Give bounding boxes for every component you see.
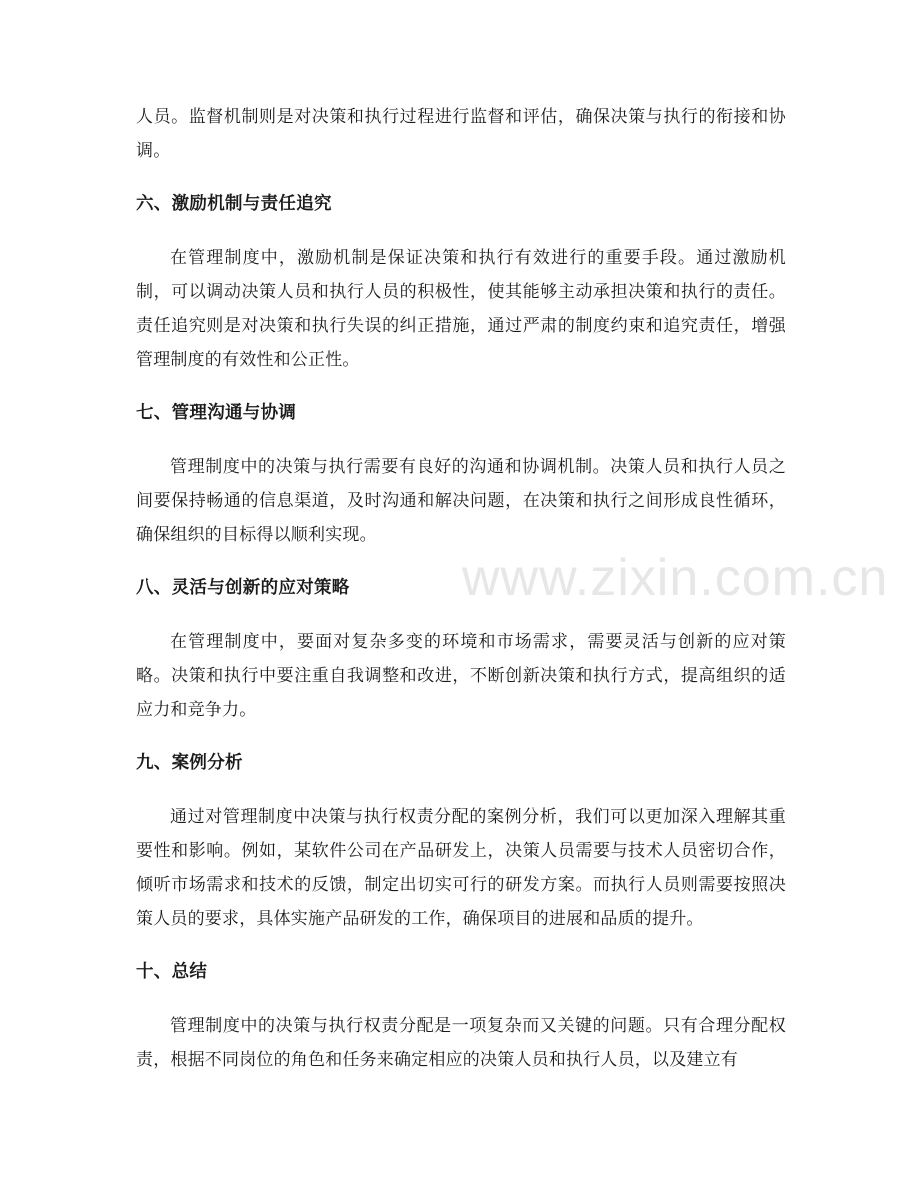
section-paragraph-10: 管理制度中的决策与执行权责分配是一项复杂而又关键的问题。只有合理分配权责，根据不同岗位的角色和任务来确定相应的决策人员和执行人员，以及建立有 <box>136 1016 786 1070</box>
section-paragraph-8: 在管理制度中，要面对复杂多变的环境和市场需求，需要灵活与创新的应对策略。决策和执行中要注重自我调整和改进，不断创新决策和执行方式，提高组织的适应力和竞争力。 <box>136 632 786 720</box>
section-paragraph-6: 在管理制度中，激励机制是保证决策和执行有效进行的重要手段。通过激励机制，可以调动决策人员和执行人员的积极性，使其能够主动承担决策和执行的责任。责任追究则是对决策和执行失误的纠正措施，通过严肃的制度约束和追究责任，增强管理制度的有效性和公正性。 <box>136 248 786 370</box>
section-paragraph-7: 管理制度中的决策与执行需要有良好的沟通和协调机制。决策人员和执行人员之间要保持畅通的信息渠道，及时沟通和解决问题，在决策和执行之间形成良性循环，确保组织的目标得以顺利实现。 <box>136 457 786 545</box>
section-heading-7: 七、管理沟通与协调 <box>136 403 297 423</box>
watermark: www.zixin.com.cn <box>462 549 889 607</box>
section-paragraph-9: 通过对管理制度中决策与执行权责分配的案例分析，我们可以更加深入理解其重要性和影响。例如，某软件公司在产品研发上，决策人员需要与技术人员密切合作，倾听市场需求和技术的反馈，制定出切实可行的研发方案。而执行人员则需要按照决策人员的要求，具体实施产品研发的工作，确保项目的进展和品质的提升。 <box>136 807 786 929</box>
section-heading-8: 八、灵活与创新的应对策略 <box>136 578 350 598</box>
section-heading-10: 十、总结 <box>136 962 208 982</box>
section-heading-9: 九、案例分析 <box>136 753 243 773</box>
intro-paragraph: 人员。监督机制则是对决策和执行过程进行监督和评估，确保决策与执行的衔接和协调。 <box>136 107 786 161</box>
section-heading-6: 六、激励机制与责任追究 <box>136 194 332 214</box>
